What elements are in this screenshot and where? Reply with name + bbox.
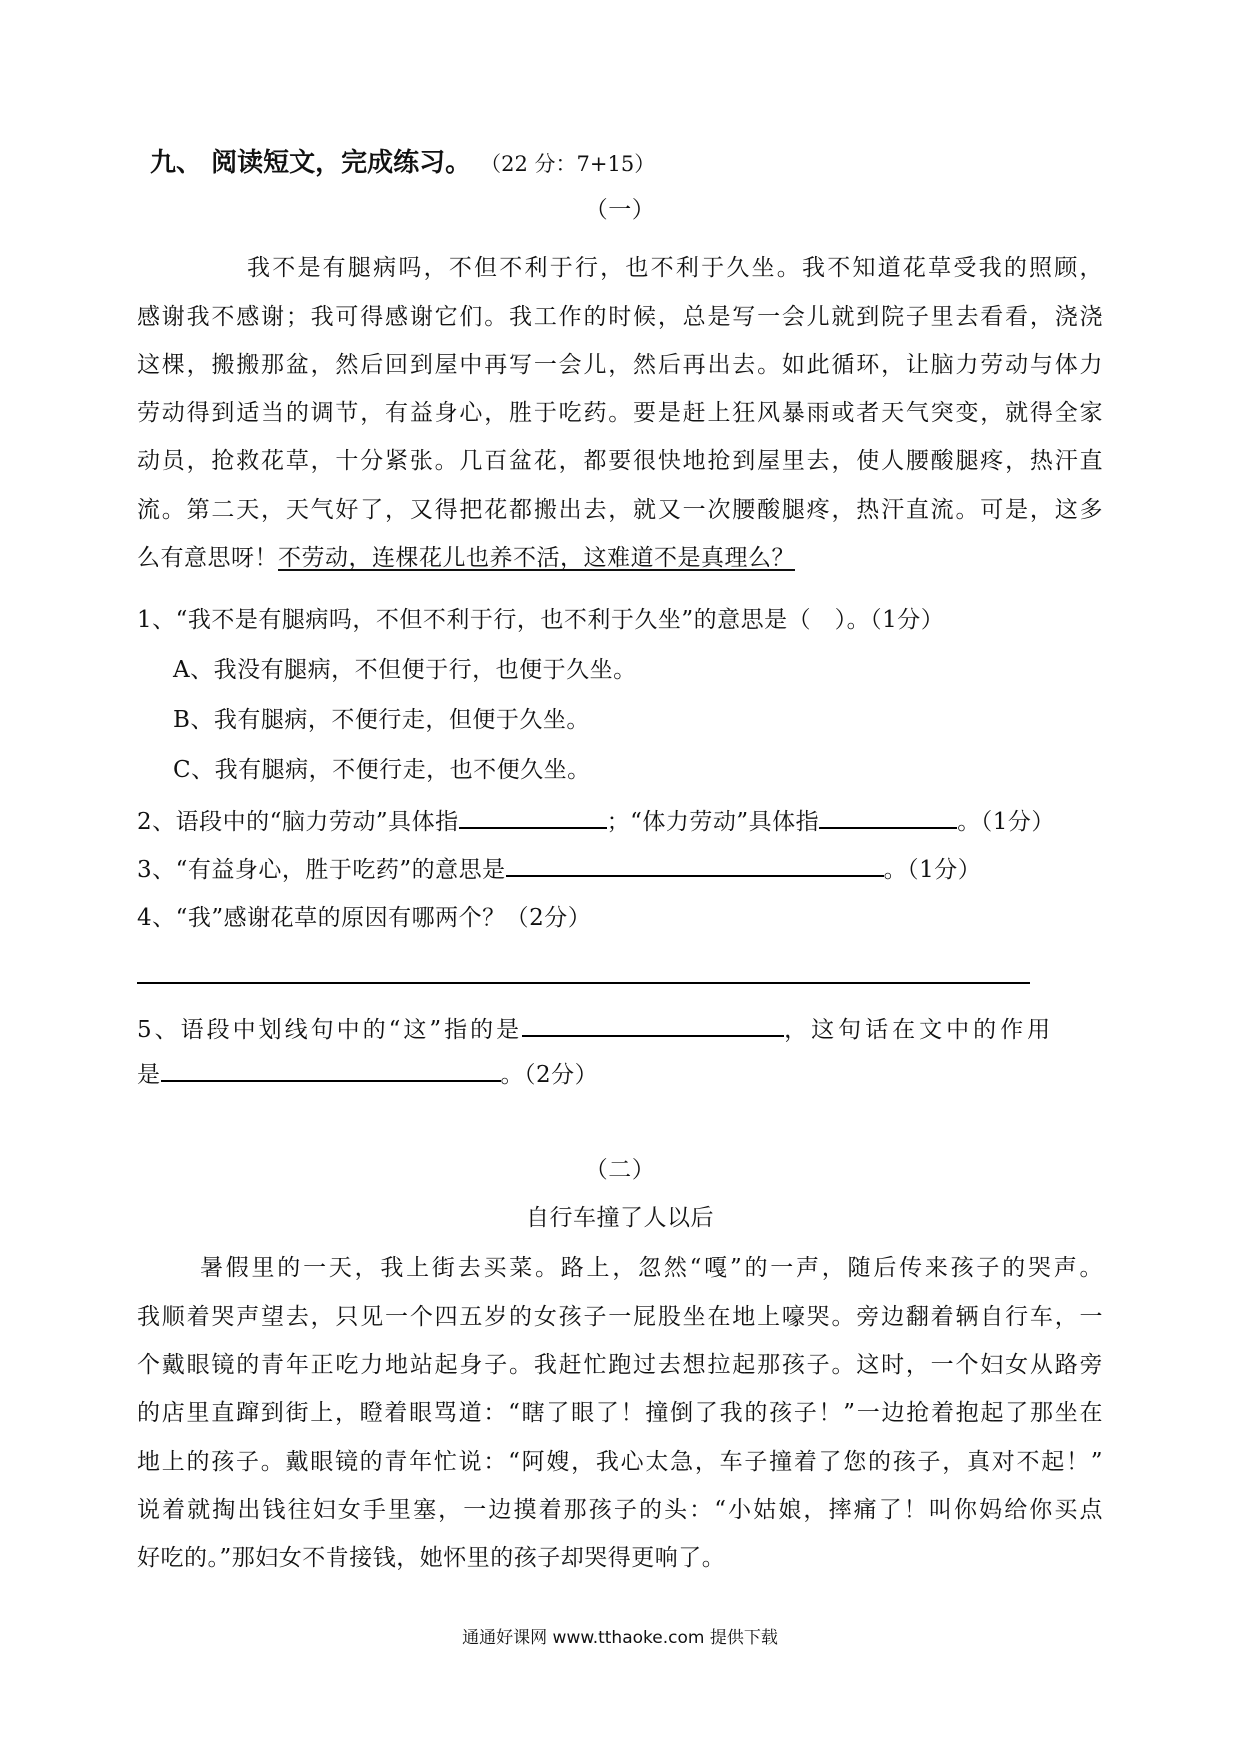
passage-line: 地上的孩子。戴眼镜的青年忙说：“阿嫂，我心太急，车子撞着了您的孩子，真对不起！”	[137, 1449, 1103, 1475]
passage-line: 好吃的。”那妇女不肯接钱，她怀里的孩子却哭得更响了。	[137, 1545, 726, 1571]
passage-line: 劳动得到适当的调节，有益身心，胜于吃药。要是赶上狂风暴雨或者天气突变，就得全家	[137, 400, 1103, 426]
question-2-text: 2、语段中的“脑力劳动”具体指	[137, 809, 459, 835]
question-1: 1、“我不是有腿病吗，不但不利于行，也不利于久坐”的意思是（ ）。（1分）	[137, 607, 945, 633]
section-heading	[150, 147, 655, 179]
passage-line-last	[137, 543, 1103, 573]
part1-label: （一）	[584, 197, 656, 223]
passage-line: 动员，抢救花草，十分紧张。几百盆花，都要很快地抢到屋里去，使人腰酸腿疼，热汗直	[137, 448, 1103, 474]
question-5-text: 是	[137, 1062, 161, 1088]
question-3	[137, 853, 1103, 883]
answer-blank[interactable]	[161, 1058, 501, 1082]
passage-line: 说着就掏出钱往妇女手里塞，一边摸着那孩子的头：“小姑娘，摔痛了！叫你妈给你买点	[137, 1497, 1103, 1523]
passage-line: 的店里直蹿到街上，瞪着眼骂道：“瞎了眼了！撞倒了我的孩子！”一边抢着抱起了那坐在	[137, 1400, 1103, 1426]
section-title: 阅读短文，完成练习。	[211, 148, 472, 178]
question-5-text: 5、语段中划线句中的“这”指的是	[137, 1017, 523, 1043]
answer-blank-2[interactable]	[819, 805, 957, 829]
question-5-text: ，这句话在文中的作用	[784, 1017, 1055, 1043]
footer-watermark: 通通好课网 www.tthaoke.com 提供下载	[462, 1628, 778, 1648]
answer-line[interactable]	[137, 982, 1030, 984]
question-2	[137, 805, 1103, 835]
question-3-text: 3、“有益身心，胜于吃药”的意思是	[137, 857, 506, 883]
answer-blank-1[interactable]	[459, 805, 607, 829]
section-score: （22 分：7+15）	[480, 152, 656, 176]
passage-line: 暑假里的一天，我上街去买菜。路上，忽然“嘎”的一声，随后传来孩子的哭声。	[200, 1255, 1103, 1281]
question-5	[137, 1013, 1103, 1043]
passage-line: 个戴眼镜的青年正吃力地站起身子。我赶忙跑过去想拉起那孩子。这时，一个妇女从路旁	[137, 1352, 1103, 1378]
part2-label: （二）	[584, 1157, 656, 1183]
passage-line: 流。第二天，天气好了，又得把花都搬出去，就又一次腰酸腿疼，热汗直流。可是，这多	[137, 497, 1103, 523]
option-a: A、我没有腿病，不但便于行，也便于久坐。	[173, 657, 637, 683]
question-2-text: 。（1分）	[957, 809, 1055, 835]
passage-text: 么有意思呀！	[137, 545, 278, 571]
part2-title: 自行车撞了人以后	[526, 1205, 714, 1231]
question-2-text: ；“体力劳动”具体指	[606, 809, 820, 835]
option-b: B、我有腿病，不便行走，但便于久坐。	[173, 707, 590, 733]
answer-blank[interactable]	[506, 853, 884, 877]
passage-line: 感谢我不感谢；我可得感谢它们。我工作的时候，总是写一会儿就到院子里去看看，浇浇	[137, 304, 1103, 330]
question-5-continued	[137, 1058, 1103, 1088]
passage-line: 我不是有腿病吗，不但不利于行，也不利于久坐。我不知道花草受我的照顾，	[247, 255, 1103, 281]
answer-blank[interactable]	[522, 1013, 784, 1037]
question-3-text: 。（1分）	[883, 857, 982, 883]
passage-line: 这棵，搬搬那盆，然后回到屋中再写一会儿，然后再出去。如此循环，让脑力劳动与体力	[137, 352, 1103, 378]
underlined-sentence: 不劳动，连棵花儿也养不活，这难道不是真理么？	[278, 545, 795, 571]
question-4: 4、“我”感谢花草的原因有哪两个？（2分）	[137, 905, 592, 931]
option-c: C、我有腿病，不便行走，也不便久坐。	[173, 757, 591, 783]
passage-line: 我顺着哭声望去，只见一个四五岁的女孩子一屁股坐在地上嚎哭。旁边翻着辆自行车，一	[137, 1304, 1103, 1330]
question-5-text: 。（2分）	[500, 1062, 599, 1088]
section-number: 九、	[150, 148, 203, 178]
